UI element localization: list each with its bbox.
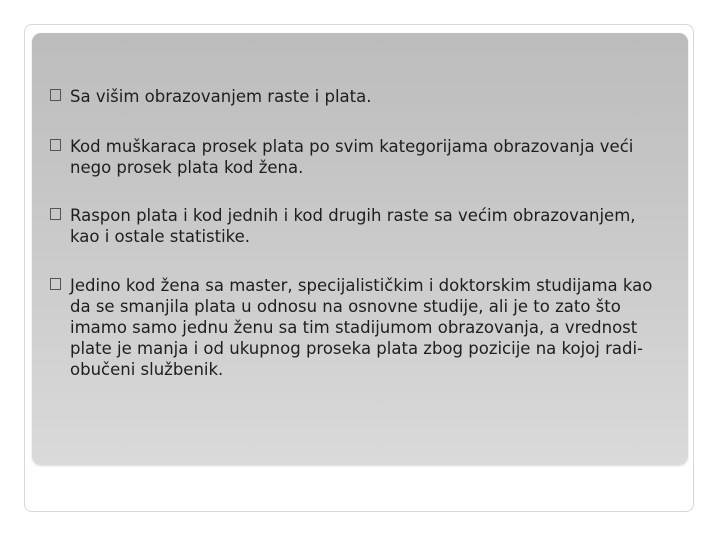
bullet-item [50,136,670,178]
bullet-text: Raspon plata i kod jednih i kod drugih raste sa većim obrazovanjem, kao i ostale statistike. [70,206,636,246]
bullet-text: Kod muškaraca prosek plata po svim kategorijama obrazovanja veći nego prosek plata kod žena. [70,137,634,177]
content-panel [32,33,688,465]
bullet-text: Jedino kod žena sa master, specijalističkim i doktorskim studijama kao da se smanjila plata u odnosu na osnovne studije, ali je to zato što imamo samo jednu ženu sa tim stadijumom obrazovanja, a vrednost plate je manja i od ukupnog proseka plata zbog pozicije na kojoj radi-obučeni službenik. [70,276,653,379]
square-bullet-icon [50,89,61,101]
bullet-item [50,275,670,380]
bullet-list [32,33,688,465]
square-bullet-icon [50,208,61,220]
bullet-item [50,86,670,107]
square-bullet-icon [50,278,61,290]
bullet-text: Sa višim obrazovanjem raste i plata. [70,87,372,106]
square-bullet-icon [50,139,61,151]
bullet-item [50,205,670,247]
